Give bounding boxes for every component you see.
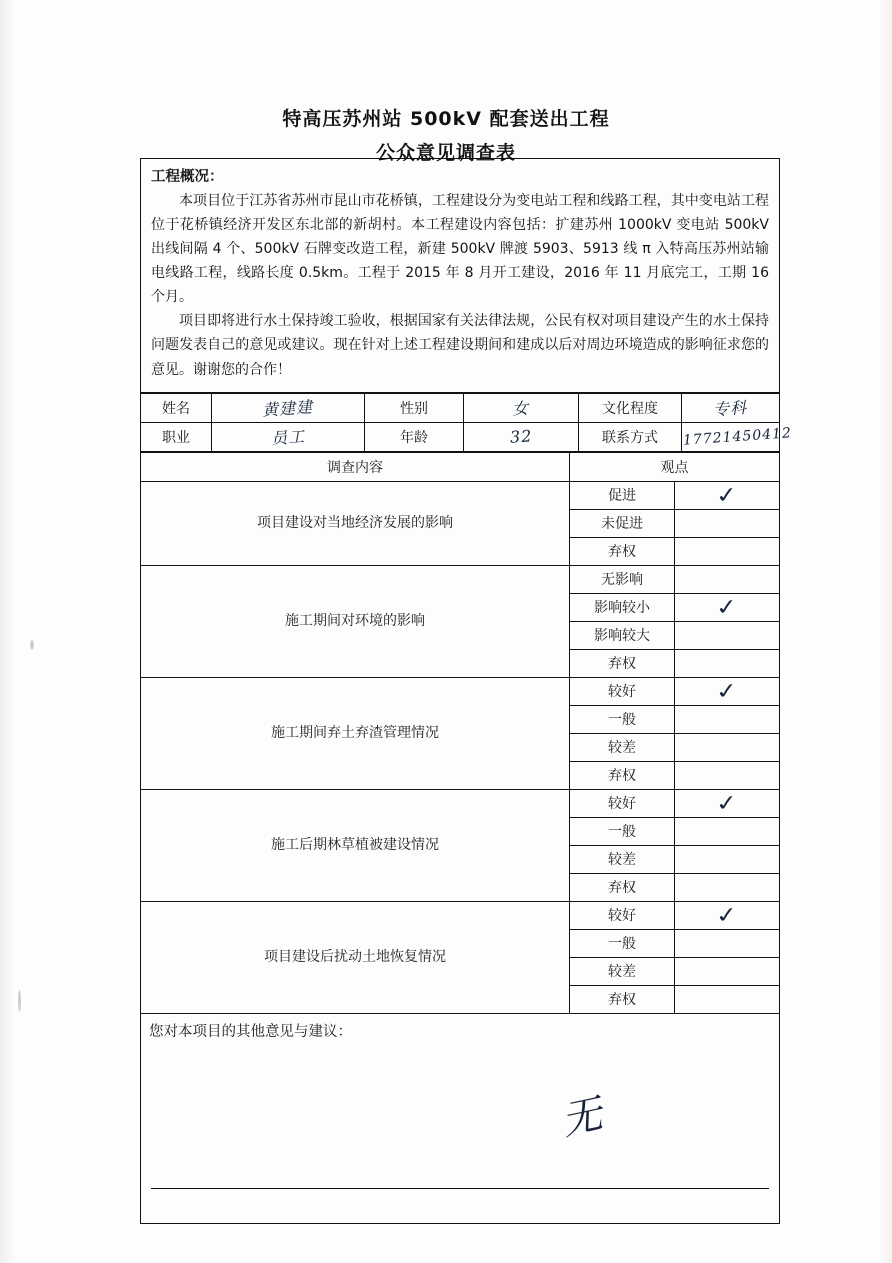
gender-handwritten-value: 女 — [511, 398, 531, 419]
respondent-info-table — [140, 393, 793, 452]
survey-option-mark[interactable] — [675, 565, 780, 593]
scan-speck — [18, 990, 21, 1012]
survey-option-label: 弃权 — [570, 985, 675, 1013]
education-handwritten-value: 专科 — [712, 397, 749, 420]
survey-opinion-header: 观点 — [570, 452, 780, 481]
survey-option-mark[interactable] — [675, 789, 780, 817]
survey-question-3: 施工期间弃土弃渣管理情况 — [141, 677, 570, 789]
document-title — [0, 104, 892, 165]
contact-value-cell[interactable] — [682, 422, 793, 451]
check-icon: ✓ — [714, 901, 740, 929]
name-value-cell[interactable] — [212, 393, 365, 422]
education-label: 文化程度 — [579, 393, 682, 422]
survey-option-mark[interactable] — [675, 845, 780, 873]
check-icon: ✓ — [714, 481, 740, 509]
survey-question-5: 项目建设后扰动土地恢复情况 — [141, 901, 570, 1013]
survey-option-label: 较差 — [570, 845, 675, 873]
gender-label: 性别 — [365, 393, 464, 422]
check-icon: ✓ — [714, 677, 740, 705]
survey-option-mark[interactable] — [675, 985, 780, 1013]
table-row — [141, 422, 780, 451]
check-icon: ✓ — [714, 593, 740, 621]
survey-option-mark[interactable] — [675, 761, 780, 789]
education-value-cell[interactable] — [682, 393, 780, 422]
overview-paragraph-2: 项目即将进行水土保持竣工验收，根据国家有关法律法规，公民有权对项目建设产生的水土保持问题发表自己的意见或建议。现在针对上述工程建设期间和建成以后对周边环境造成的影响征求您的意见。谢谢您的合作！ — [151, 313, 769, 378]
survey-question-2: 施工期间对环境的影响 — [141, 565, 570, 677]
title-line-2: 公众意见调查表 — [375, 142, 516, 164]
age-label: 年龄 — [365, 422, 464, 451]
occupation-label: 职业 — [141, 422, 212, 451]
survey-question-1: 项目建设对当地经济发展的影响 — [141, 481, 570, 565]
check-icon: ✓ — [714, 789, 740, 817]
table-row — [141, 393, 780, 422]
survey-option-mark[interactable] — [675, 649, 780, 677]
name-label: 姓名 — [141, 393, 212, 422]
contact-label: 联系方式 — [579, 422, 682, 451]
table-row — [141, 481, 780, 509]
survey-option-mark[interactable] — [675, 593, 780, 621]
form-body — [140, 158, 793, 1224]
occupation-value-cell[interactable] — [212, 422, 365, 451]
title-line-1: 特高压苏州站 500kV 配套送出工程 — [282, 108, 610, 130]
survey-option-mark[interactable] — [675, 621, 780, 649]
survey-option-mark[interactable] — [675, 817, 780, 845]
occupation-handwritten-value: 员工 — [270, 426, 306, 449]
survey-option-label: 促进 — [570, 481, 675, 509]
survey-option-label: 较差 — [570, 733, 675, 761]
survey-option-mark[interactable] — [675, 705, 780, 733]
table-row — [141, 565, 780, 593]
contact-handwritten-value: 17721450412 — [682, 424, 793, 449]
survey-option-mark[interactable] — [675, 929, 780, 957]
survey-table — [140, 452, 780, 1014]
table-row — [141, 677, 780, 705]
table-row — [141, 789, 780, 817]
survey-option-label: 一般 — [570, 929, 675, 957]
survey-option-mark[interactable] — [675, 677, 780, 705]
table-row — [141, 901, 780, 929]
survey-option-mark[interactable] — [675, 873, 780, 901]
survey-option-mark[interactable] — [675, 481, 780, 509]
comments-label: 您对本项目的其他意见与建议： — [149, 1023, 352, 1040]
survey-option-label: 弃权 — [570, 537, 675, 565]
survey-option-label: 较好 — [570, 677, 675, 705]
scan-edge-right — [876, 0, 892, 1263]
other-comments-section[interactable] — [140, 1014, 780, 1224]
survey-option-mark[interactable] — [675, 733, 780, 761]
survey-option-mark[interactable] — [675, 509, 780, 537]
survey-option-label: 一般 — [570, 817, 675, 845]
comments-handwriting: 无 — [557, 1090, 607, 1145]
survey-option-label: 一般 — [570, 705, 675, 733]
scan-speck — [30, 640, 34, 650]
survey-option-label: 弃权 — [570, 873, 675, 901]
survey-option-label: 较好 — [570, 901, 675, 929]
survey-content-header: 调查内容 — [141, 452, 570, 481]
age-handwritten-value: 32 — [509, 426, 533, 447]
project-overview-section — [140, 158, 780, 393]
overview-paragraph-1: 本项目位于江苏省苏州市昆山市花桥镇，工程建设分为变电站工程和线路工程，其中变电站工程位于花桥镇经济开发区东北部的新胡村。本工程建设内容包括：扩建苏州 1000kV 变电站 500kV 出线间隔 4 个、500kV 石牌变改造工程，新建 500kV 牌渡 5903、5913 线 π 入特高压苏州站输电线路工程，线路长度 0.5km。工程于 2015 年 8 月开工建设，2016 年 11 月底完工，工期 16 个月。 — [151, 193, 769, 306]
survey-option-label: 影响较大 — [570, 621, 675, 649]
survey-option-label: 未促进 — [570, 509, 675, 537]
gender-value-cell[interactable] — [464, 393, 579, 422]
survey-header-row — [141, 452, 780, 481]
survey-question-4: 施工后期林草植被建设情况 — [141, 789, 570, 901]
survey-option-label: 影响较小 — [570, 593, 675, 621]
survey-option-label: 无影响 — [570, 565, 675, 593]
comments-rule — [151, 1188, 769, 1189]
survey-option-label: 弃权 — [570, 649, 675, 677]
survey-option-label: 弃权 — [570, 761, 675, 789]
survey-option-label: 较差 — [570, 957, 675, 985]
survey-option-label: 较好 — [570, 789, 675, 817]
overview-heading: 工程概况： — [151, 169, 224, 185]
survey-option-mark[interactable] — [675, 957, 780, 985]
age-value-cell[interactable] — [464, 422, 579, 451]
scan-edge-left — [0, 0, 18, 1263]
survey-option-mark[interactable] — [675, 901, 780, 929]
name-handwritten-value: 黄建建 — [261, 397, 315, 420]
survey-option-mark[interactable] — [675, 537, 780, 565]
